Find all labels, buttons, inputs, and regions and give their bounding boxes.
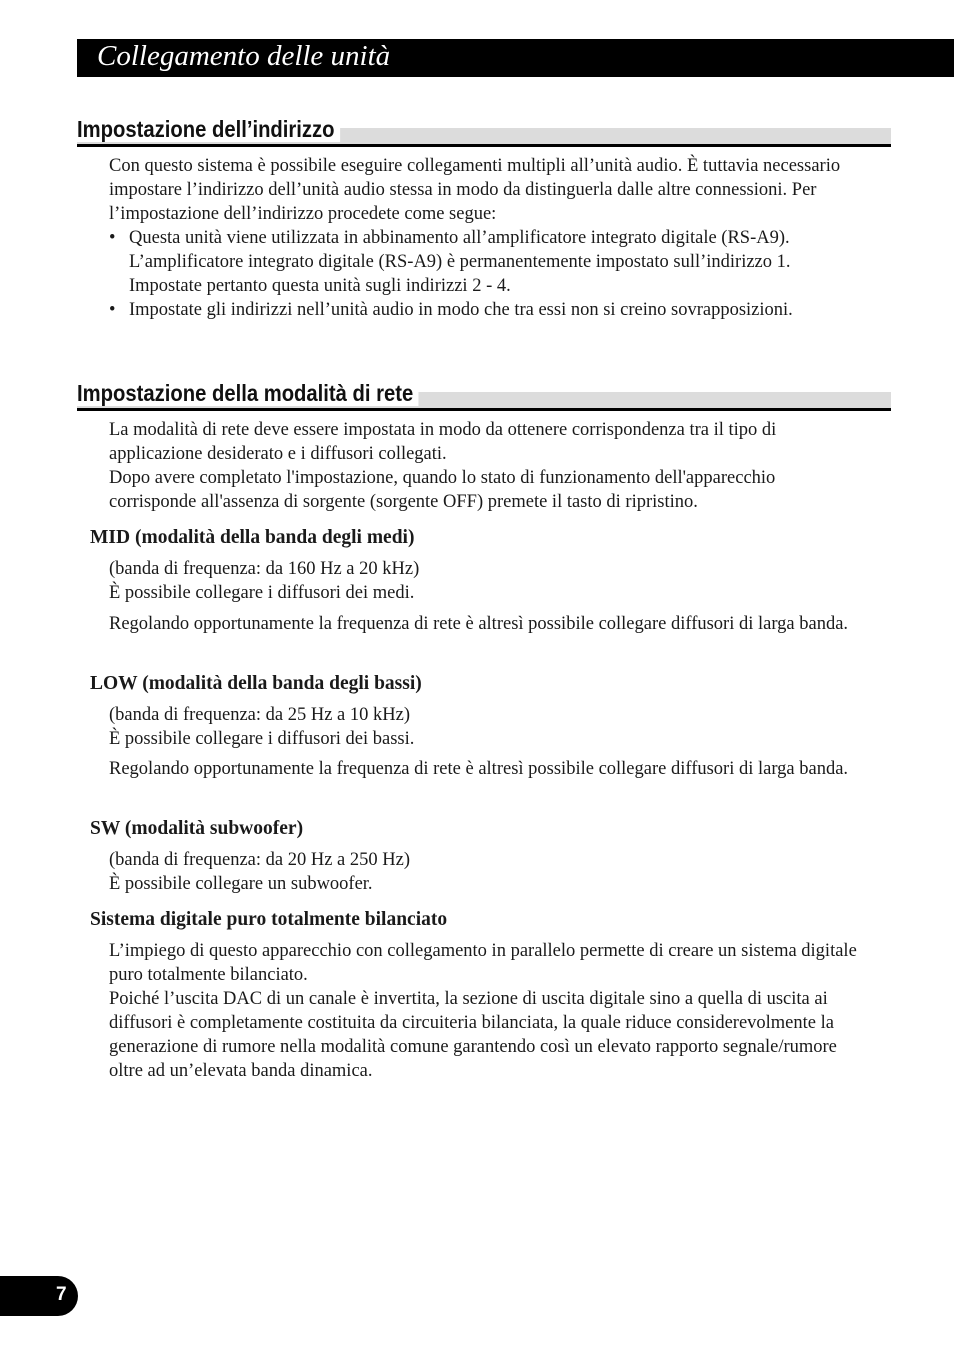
digital-para-1: L’impiego di questo apparecchio con collegamento in parallelo permette di creare un sistema digitale puro totalmente bilanciato.: [109, 941, 857, 985]
heading-rule: [77, 144, 891, 147]
section-title-network-mode: Impostazione della modalità di rete: [77, 380, 419, 406]
address-bullet-list: [109, 226, 859, 322]
sw-details: [109, 848, 859, 896]
subheading-digital-balanced: Sistema digitale puro totalmente bilanciato: [90, 909, 448, 930]
low-details: [109, 703, 859, 751]
low-speakers: È possibile collegare i diffusori dei bassi.: [109, 729, 415, 749]
section-heading-network-mode: [77, 379, 891, 411]
list-item: [109, 226, 859, 298]
mid-details: [109, 557, 859, 605]
sw-frequency: (banda di frequenza: da 20 Hz a 250 Hz): [109, 850, 411, 870]
address-intro: [109, 154, 859, 226]
address-intro-text: Con questo sistema è possibile eseguire collegamenti multipli all’unità audio. È tuttavia necessario impostare l’indirizzo dell’unità audio stessa in modo da distinguerla dalle altre connessioni. Per l’impostazione dell’indirizzo procedete come segue:: [109, 156, 841, 224]
low-note-text: Regolando opportunamente la frequenza di rete è altresì possibile collegare diffusori di larga banda.: [109, 759, 849, 779]
bullet-glyph: •: [109, 300, 116, 320]
chapter-banner: [77, 39, 954, 77]
subheading-low: LOW (modalità della banda degli bassi): [90, 673, 422, 694]
section-title-address: Impostazione dell’indirizzo: [77, 116, 340, 142]
bullet-text: Impostate gli indirizzi nell’unità audio in modo che tra essi non si creino sovrapposizioni.: [129, 300, 793, 320]
network-mode-intro: [109, 418, 859, 514]
page-number-tab: [0, 1276, 78, 1316]
list-item: [109, 298, 859, 322]
mid-speakers: È possibile collegare i diffusori dei medi.: [109, 583, 415, 603]
network-mode-intro-1: La modalità di rete deve essere impostata in modo da ottenere corrispondenza tra il tipo di applicazione desiderato e i diffusori collegati.: [109, 420, 777, 464]
network-mode-intro-2: Dopo avere completato l'impostazione, quando lo stato di funzionamento dell'apparecchio corrisponde all'assenza di sorgente (sorgente OFF) premete il tasto di ripristino.: [109, 468, 776, 512]
section-heading-address: [77, 115, 891, 147]
mid-note-text: Regolando opportunamente la frequenza di rete è altresì possibile collegare diffusori di larga banda.: [109, 614, 849, 634]
low-note: [109, 757, 859, 781]
mid-note: [109, 612, 859, 636]
heading-rule: [77, 408, 891, 411]
subheading-mid: MID (modalità della banda degli medi): [90, 527, 415, 548]
digital-para-2: Poiché l’uscita DAC di un canale è invertita, la sezione di uscita digitale sino a quella di uscita ai diffusori è completamente costituita da circuiteria bilanciata, la quale riduce considerevolmente la generazione di rumore nella modalità comune garantendo così un elevato rapporto segnale/rumore oltre ad un’elevata banda dinamica.: [109, 989, 837, 1081]
bullet-glyph: •: [109, 228, 116, 248]
mid-frequency: (banda di frequenza: da 160 Hz a 20 kHz): [109, 559, 420, 579]
page-number: 7: [56, 1284, 67, 1305]
sw-speakers: È possibile collegare un subwoofer.: [109, 874, 373, 894]
low-frequency: (banda di frequenza: da 25 Hz a 10 kHz): [109, 705, 411, 725]
chapter-title: Collegamento delle unità: [97, 40, 391, 72]
bullet-text: Questa unità viene utilizzata in abbinamento all’amplificatore integrato digitale (RS-A9). L’amplificatore integrato digitale (RS-A9) è permanentemente impostato sull’indirizzo 1. Impostate pertanto questa unità sugli indirizzi 2 - 4.: [129, 228, 791, 296]
digital-balanced-text: [109, 939, 859, 1083]
subheading-sw: SW (modalità subwoofer): [90, 818, 304, 839]
